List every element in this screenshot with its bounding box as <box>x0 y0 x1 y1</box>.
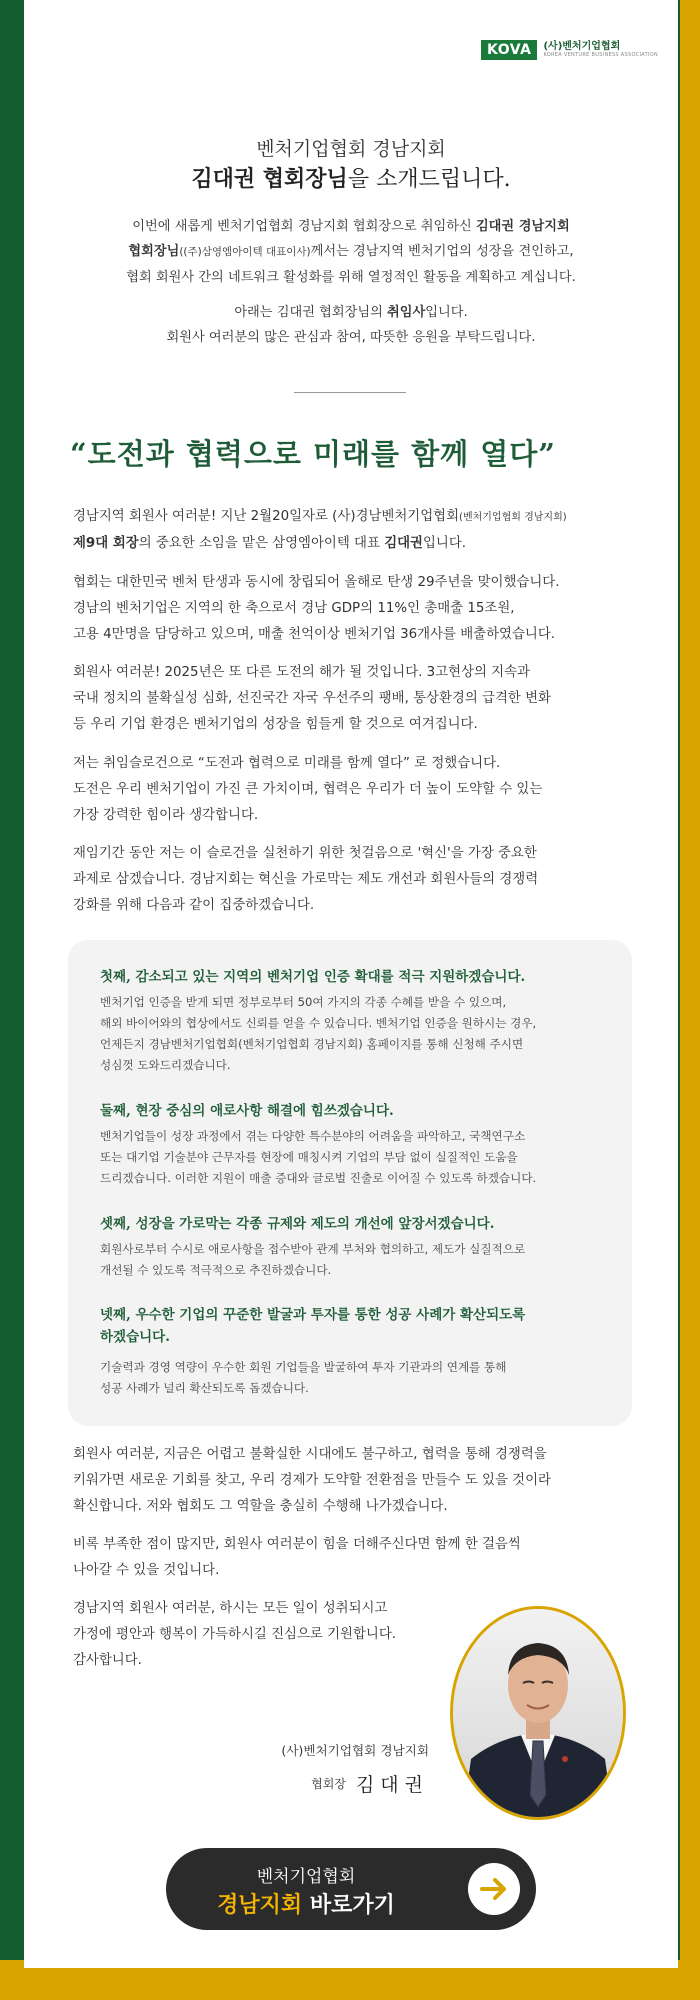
intro-subtitle: 벤처기업협회 경남지회 <box>256 138 446 160</box>
closing-paragraph-2: 비록 부족한 점이 많지만, 회원사 여러분이 힘을 더해주신다면 함께 한 걸음씩 나아갈 수 있을 것입니다. <box>73 1537 521 1578</box>
pledge-1-text: 벤처기업 인증을 받게 되면 정부로부터 50여 가지의 각종 수혜를 받을 수 있으며, 해외 바이어와의 협상에서도 신뢰를 얻을 수 있습니다. 벤처기업 인증을 원하시는 경우, 언제든지 경남벤처기업협회(벤처기업협회 경남지회) 홈페이지를 통해 신청해 주시면 성심껏 도와드리겠습니다. <box>100 995 537 1072</box>
president-portrait <box>450 1606 626 1820</box>
signature-name: 김대권 <box>355 1774 429 1796</box>
pledge-2-text: 벤처기업들이 성장 과정에서 겪는 다양한 특수분야의 어려움을 파악하고, 국책연구소 또는 대기업 기술분야 근무자를 현장에 매칭시켜 기업의 부담 없이 실질적인 도움을 드리겠습니다. 이러한 지원이 매출 증대와 글로벌 진출로 이어질 수 있도록 하겠습니다. <box>100 1129 537 1185</box>
cta-line-2: 경남지회 바로가기 <box>217 1893 395 1918</box>
signature-title: 협회장 <box>311 1777 346 1791</box>
pledge-2-heading: 둘째, 현장 중심의 애로사항 해결에 힘쓰겠습니다. <box>100 1103 394 1119</box>
closing-paragraph-1: 회원사 여러분, 지금은 어렵고 불확실한 시대에도 불구하고, 협력을 통해 경쟁력을 키워가면 새로운 기회를 찾고, 우리 경제가 도약할 전환점을 만들수 도 있을 것이라 확신합니다. 저와 협회도 그 역할을 충실히 수행해 나가겠습니다. <box>73 1447 551 1514</box>
logo-english-name: KOREA VENTURE BUSINESS ASSOCIATION <box>543 51 658 58</box>
logo-korean-name: (사)벤처기업협회 <box>543 41 621 53</box>
cta-line-1: 벤처기업협회 <box>256 1867 356 1887</box>
signature <box>224 1770 429 1797</box>
pledge-1-heading: 첫째, 감소되고 있는 지역의 벤처기업 인증 확대를 적극 지원하겠습니다. <box>100 969 526 985</box>
intro-paragraph-2: 아래는 김대권 협회장님의 취임사입니다. 회원사 여러분의 많은 관심과 참여, 따뜻한 응원을 부탁드립니다. <box>166 305 536 345</box>
speech-paragraph-4: 저는 취임슬로건으로 “도전과 협력으로 미래를 함께 열다” 로 정했습니다. 도전은 우리 벤처기업이 가진 큰 가치이며, 협력은 우리가 더 높이 도약할 수 있는 가장 강력한 힘이라 생각합니다. <box>73 756 543 823</box>
speech-paragraph-2: 협회는 대한민국 벤처 탄생과 동시에 창립되어 올해로 탄생 29주년을 맞이했습니다. 경남의 벤처기업은 지역의 한 축으로서 경남 GDP의 11%인 총매출 15조원, 고용 4만명을 담당하고 있으며, 매출 천억이상 벤처기업 36개사를 배출하였습니다. <box>73 575 560 642</box>
arrow-right-icon <box>468 1863 520 1915</box>
portrait-illustration <box>453 1609 623 1817</box>
slogan-heading: “도전과 협력으로 미래를 함께 열다” <box>70 437 556 471</box>
pledge-3-heading: 셋째, 성장을 가로막는 각종 규제와 제도의 개선에 앞장서겠습니다. <box>100 1216 495 1232</box>
intro-title: 김대권 협회장님을 소개드립니다. <box>191 166 511 192</box>
speech-paragraph-1: 경남지역 회원사 여러분! 지난 2월20일자로 (사)경남벤처기업협회(벤처기업협회 경남지회) 제9대 회장의 중요한 소임을 맡은 삼영엠아이텍 대표 김대권입니다. <box>73 509 567 551</box>
kova-logo[interactable] <box>481 40 658 60</box>
newsletter-card <box>24 0 678 1968</box>
section-divider <box>294 392 406 393</box>
kova-logo-mark: KOVA <box>481 40 537 60</box>
pledge-3-text: 회원사로부터 수시로 애로사항을 접수받아 관계 부처와 협의하고, 제도가 실질적으로 개선될 수 있도록 적극적으로 추진하겠습니다. <box>100 1242 526 1277</box>
pledge-4-text: 기술력과 경영 역량이 우수한 회원 기업들을 발굴하여 투자 기관과의 연계를 통해 성공 사례가 널리 확산되도록 돕겠습니다. <box>100 1360 507 1395</box>
speech-paragraph-3: 회원사 여러분! 2025년은 또 다른 도전의 해가 될 것입니다. 3고현상의 지속과 국내 정치의 불확실성 심화, 선진국간 자국 우선주의 팽배, 통상환경의 급격한 변화 등 우리 기업 환경은 벤처기업의 성장을 힘들게 할 것으로 여겨집니다. <box>73 665 551 732</box>
speech-paragraph-5: 재임기간 동안 저는 이 슬로건을 실천하기 위한 첫걸음으로 '혁신'을 가장 중요한 과제로 삼겠습니다. 경남지회는 혁신을 가로막는 제도 개선과 회원사들의 경쟁력 강화를 위해 다음과 같이 집중하겠습니다. <box>73 846 539 913</box>
pledge-4-heading: 넷째, 우수한 기업의 꾸준한 발굴과 투자를 통한 성공 사례가 확산되도록 하겠습니다. <box>100 1307 526 1345</box>
closing-paragraph-3: 경남지역 회원사 여러분, 하시는 모든 일이 성취되시고 가정에 평안과 행복이 가득하시길 진심으로 기원합니다. 감사합니다. <box>73 1601 397 1668</box>
intro-paragraph-1: 이번에 새롭게 벤처기업협회 경남지회 협회장으로 취임하신 김대권 경남지회 협회장님((주)삼영엠아이텍 대표이사)께서는 경남지역 벤처기업의 성장을 견인하고, 협회 회원사 간의 네트워크 활성화를 위해 열정적인 활동을 계획하고 계십니다. <box>126 219 576 285</box>
signature-organization: (사)벤처기업협회 경남지회 <box>281 1743 429 1758</box>
go-to-branch-button[interactable] <box>166 1848 536 1930</box>
